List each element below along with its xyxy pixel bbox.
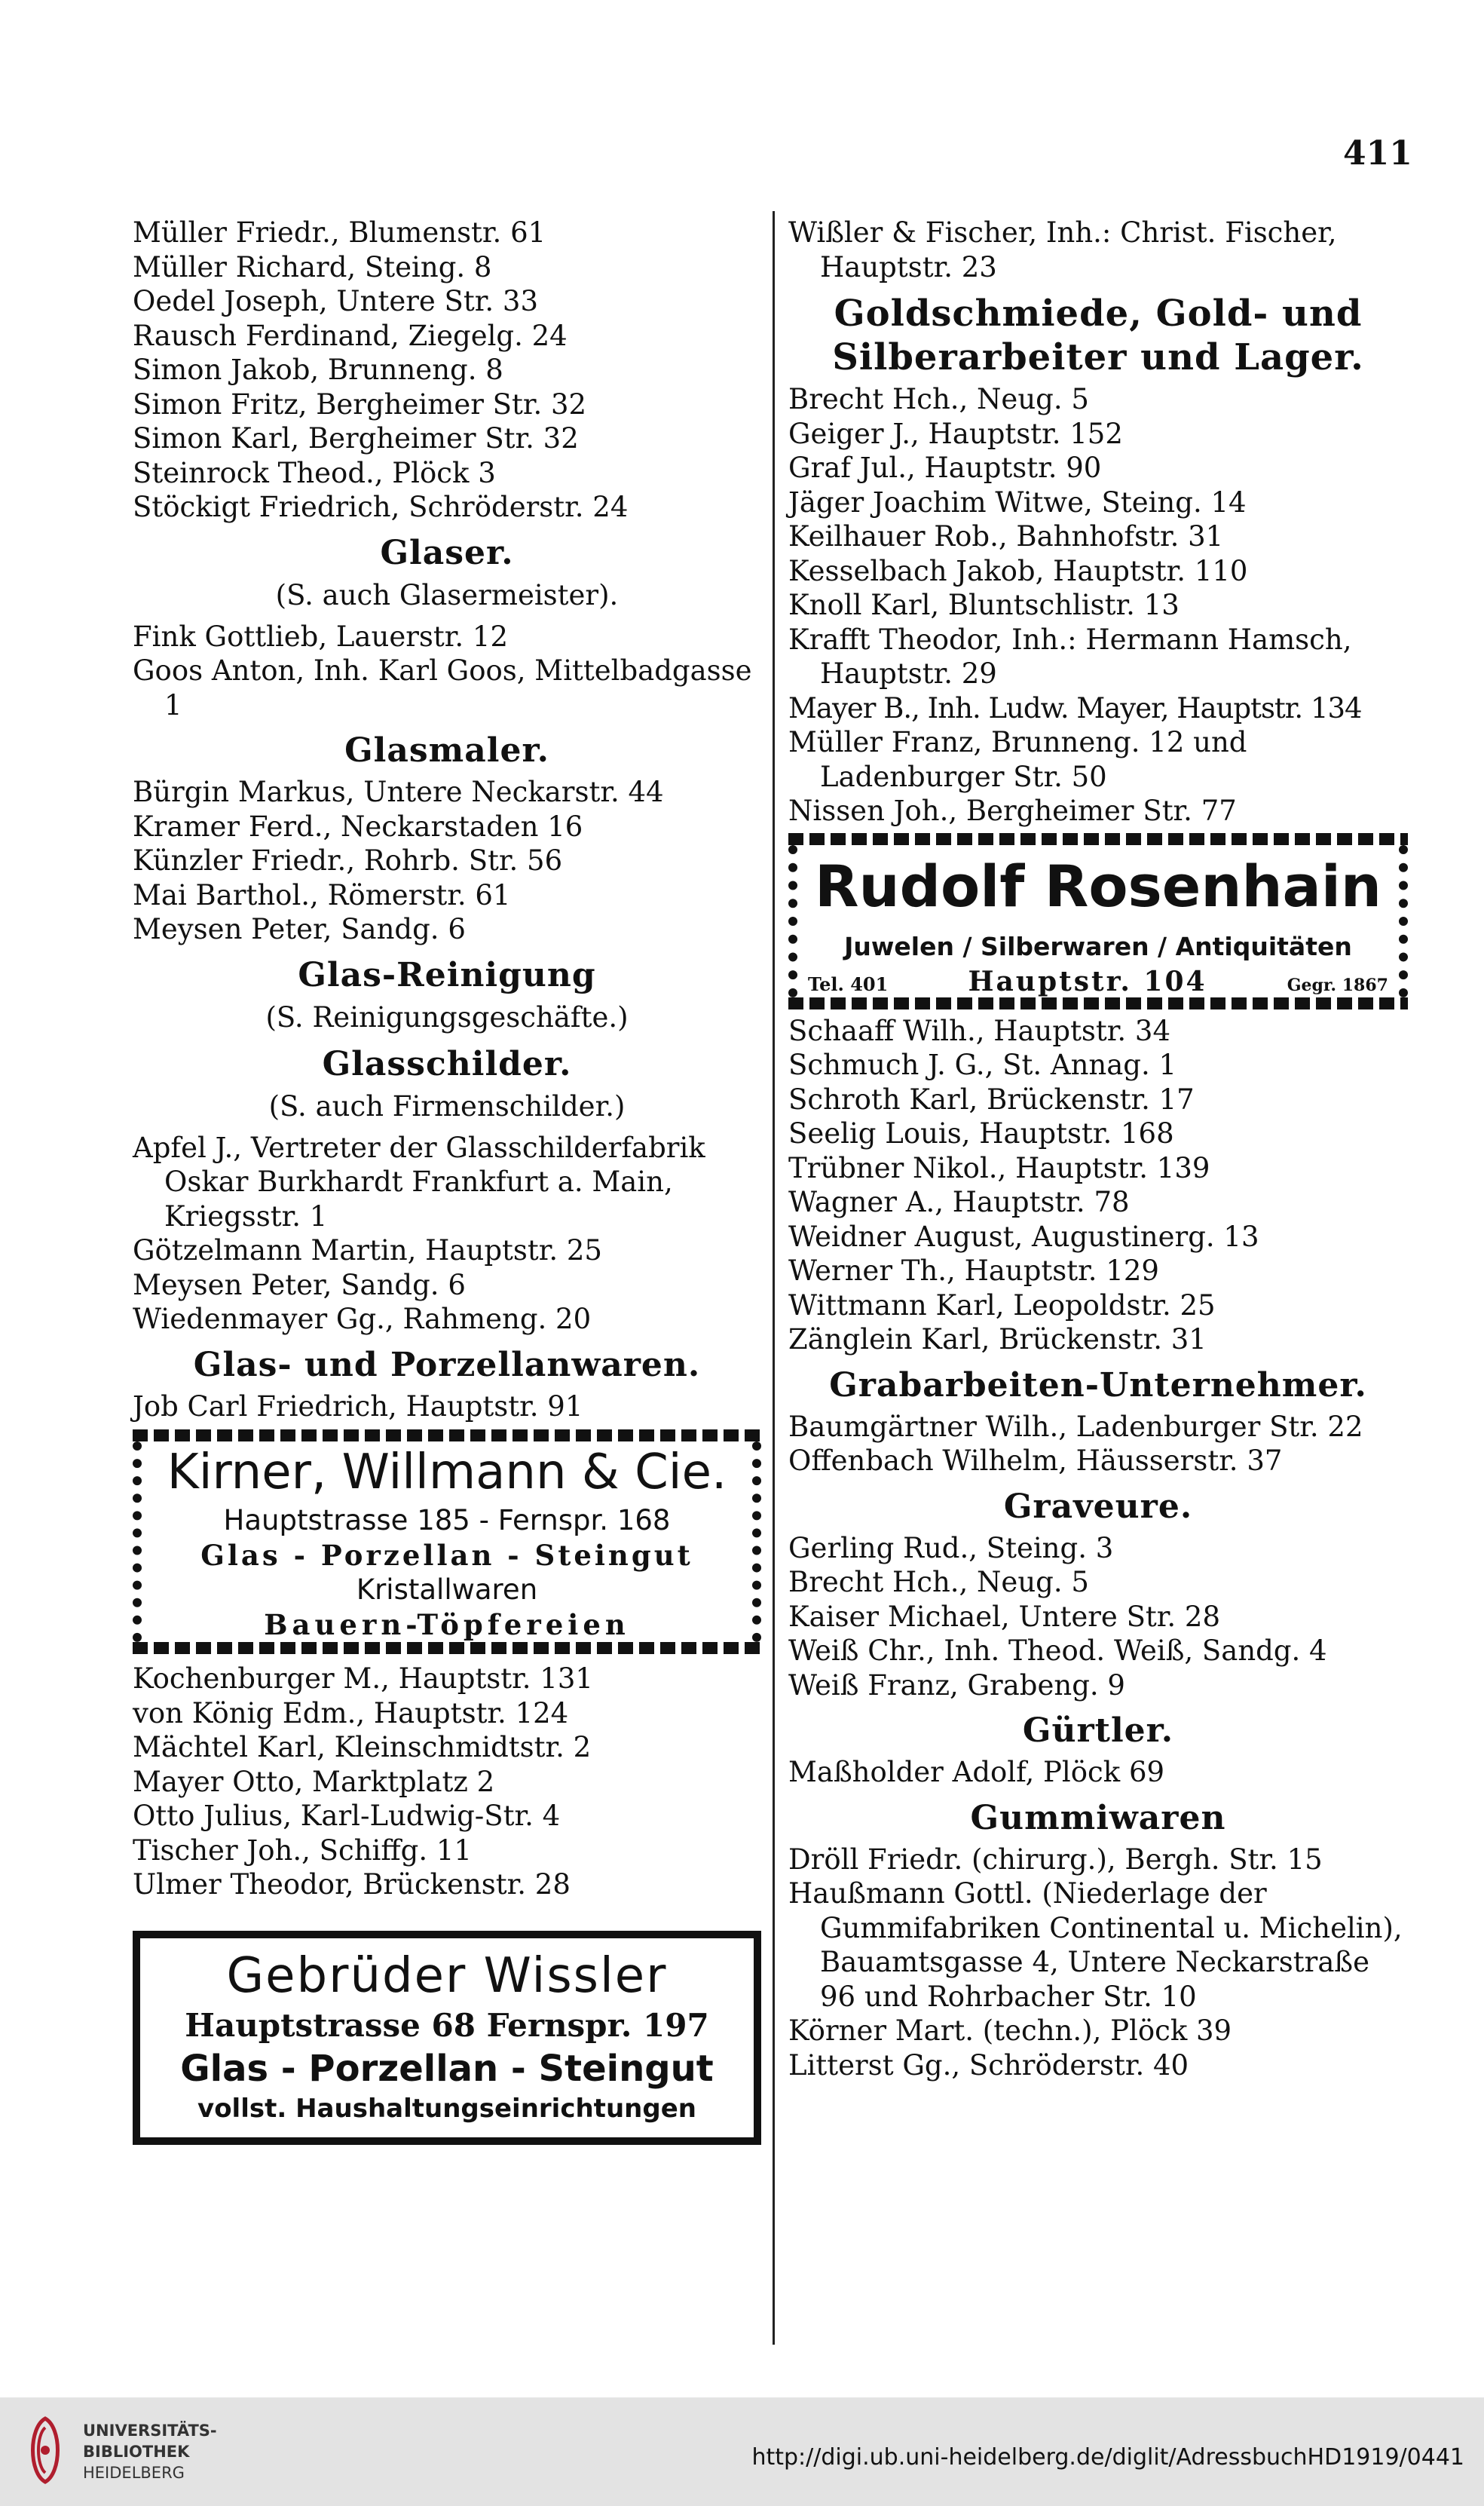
list-item: Kesselbach Jakob, Hauptstr. 110 [788, 554, 1248, 587]
list-item: Kochenburger M., Hauptstr. 131 [133, 1662, 593, 1695]
list-item: Mächtel Karl, Kleinschmidtstr. 2 [133, 1731, 592, 1763]
ad-address: Hauptstr. 104 [968, 965, 1207, 997]
section-note: (S. Reinigungsgeschäfte.) [265, 1000, 629, 1034]
section-heading-porzellanwaren: Glas- und Porzellanwaren. [193, 1345, 701, 1384]
list-item: Keilhauer Rob., Bahnhofstr. 31 [788, 520, 1224, 553]
list-item: Wiedenmayer Gg., Rahmeng. 20 [133, 1303, 592, 1335]
section-heading-goldschmiede: Goldschmiede, Gold- und Silberarbeiter und Lager. [832, 293, 1364, 378]
list-item: Schaaff Wilh., Hauptstr. 34 [788, 1014, 1171, 1047]
list-item: Otto Julius, Karl-Ludwig-Str. 4 [133, 1800, 561, 1832]
ad-border-bottom [788, 997, 1408, 1009]
ad-phone: Tel. 401 [808, 973, 889, 995]
ad-goods: Glas - Porzellan - Steingut [180, 2047, 714, 2090]
list-item: Weidner August, Augustinerg. 13 [788, 1220, 1259, 1253]
list-item: Tischer Joh., Schiffg. 11 [133, 1834, 472, 1867]
list-item: Rausch Ferdinand, Ziegelg. 24 [133, 319, 568, 352]
list-item: Mayer B., Inh. Ludw. Mayer, Hauptstr. 134 [788, 691, 1362, 725]
list-item: Dröll Friedr. (chirurg.), Bergh. Str. 15 [788, 1843, 1323, 1876]
list-item: Ulmer Theodor, Brückenstr. 28 [133, 1868, 571, 1901]
list-item: Litterst Gg., Schröderstr. 40 [788, 2048, 1189, 2082]
list-item: Wißler & Fischer, Inh.: Christ. Fischer, Hauptstr. 23 [788, 216, 1337, 283]
list-item: Simon Jakob, Brunneng. 8 [133, 354, 503, 386]
section-heading-grabarbeiten: Grabarbeiten-Unternehmer. [829, 1365, 1367, 1405]
right-column [788, 216, 1408, 2082]
page-number: 411 [1343, 134, 1412, 173]
list-item: Körner Mart. (techn.), Plöck 39 [788, 2014, 1232, 2047]
list-item: Weiß Chr., Inh. Theod. Weiß, Sandg. 4 [788, 1634, 1327, 1667]
list-item: Müller Richard, Steing. 8 [133, 250, 492, 283]
list-item: Mai Barthol., Römerstr. 61 [133, 878, 511, 911]
footer-banner [0, 2397, 1484, 2506]
library-logo-icon [15, 2413, 75, 2488]
ad-goods-tertiary: Bauern-Töpfereien [264, 1608, 630, 1641]
ad-firm-name: Rudolf Rosenhain [815, 852, 1381, 920]
advertisement-kirner [133, 1429, 761, 1654]
list-item: Graf Jul., Hauptstr. 90 [788, 452, 1102, 484]
list-item: Müller Franz, Brunneng. 12 und Ladenburger Str. 50 [788, 726, 1247, 793]
list-item: Schroth Karl, Brückenstr. 17 [788, 1083, 1195, 1116]
list-item: Jäger Joachim Witwe, Steing. 14 [788, 486, 1247, 519]
list-item: Werner Th., Hauptstr. 129 [788, 1255, 1159, 1287]
section-heading-gummiwaren: Gummiwaren [970, 1798, 1226, 1837]
list-item: Fink Gottlieb, Lauerstr. 12 [133, 620, 508, 653]
list-item: Schmuch J. G., St. Annag. 1 [788, 1049, 1177, 1081]
list-item: Oedel Joseph, Untere Str. 33 [133, 285, 538, 317]
advertisement-wissler [133, 1931, 761, 2145]
list-item: Brecht Hch., Neug. 5 [788, 383, 1089, 415]
entry-list-top [133, 216, 761, 525]
ad-goods: Juwelen / Silberwaren / Antiquitäten [844, 931, 1352, 961]
ad-border-top [133, 1429, 761, 1441]
list-item: Zänglein Karl, Brückenstr. 31 [788, 1323, 1207, 1356]
list-item: Meysen Peter, Sandg. 6 [133, 913, 466, 945]
ad-border-bottom [133, 1642, 761, 1654]
list-item: Knoll Karl, Bluntschlistr. 13 [788, 589, 1180, 621]
list-item: Stöckigt Friedrich, Schröderstr. 24 [133, 491, 629, 523]
source-url[interactable]: http://digi.ub.uni-heidelberg.de/diglit/AdressbuchHD1919/0441 [751, 2444, 1464, 2471]
section-heading-guertler: Gürtler. [1022, 1711, 1174, 1750]
library-logo-text: UNIVERSITÄTS- BIBLIOTHEK HEIDELBERG [83, 2422, 217, 2482]
ad-founded: Gegr. 1867 [1287, 975, 1388, 995]
list-item: von König Edm., Hauptstr. 124 [133, 1696, 569, 1729]
list-item: Goos Anton, Inh. Karl Goos, Mittelbadgasse 1 [133, 654, 752, 721]
list-item: Wittmann Karl, Leopoldstr. 25 [788, 1288, 1216, 1322]
list-item: Seelig Louis, Hauptstr. 168 [788, 1117, 1174, 1150]
list-item: Apfel J., Vertreter der Glasschilderfabrik Oskar Burkhardt Frankfurt a. Main, Kriegsstr. 1 [133, 1131, 705, 1233]
list-item: Offenbach Wilhelm, Häusserstr. 37 [788, 1444, 1283, 1477]
list-item: Götzelmann Martin, Hauptstr. 25 [133, 1234, 602, 1267]
list-item: Kramer Ferd., Neckarstaden 16 [133, 810, 583, 843]
list-item: Kaiser Michael, Untere Str. 28 [788, 1600, 1221, 1633]
section-heading-glaser: Glaser. [380, 533, 514, 572]
section-heading-graveure: Graveure. [1003, 1487, 1193, 1526]
list-item: Simon Fritz, Bergheimer Str. 32 [133, 388, 587, 421]
ad-goods: Glas - Porzellan - Steingut [200, 1539, 693, 1572]
list-item: Maßholder Adolf, Plöck 69 [788, 1756, 1165, 1788]
list-item: Nissen Joh., Bergheimer Str. 77 [788, 795, 1237, 827]
list-item: Haußmann Gottl. (Niederlage der Gummifabriken Continental u. Michelin), Bauamtsgasse 4, Untere Neckarstraße 96 und Rohrbacher Str. 10 [788, 1877, 1403, 2013]
column-divider [773, 211, 775, 2345]
ad-border-top [788, 833, 1408, 845]
list-item: Geiger J., Hauptstr. 152 [788, 417, 1123, 450]
list-item: Mayer Otto, Marktplatz 2 [133, 1765, 495, 1798]
list-item: Job Carl Friedrich, Hauptstr. 91 [133, 1389, 583, 1423]
list-item: Müller Friedr., Blumenstr. 61 [133, 216, 546, 249]
advertisement-rosenhain [788, 833, 1408, 1009]
list-item: Baumgärtner Wilh., Ladenburger Str. 22 [788, 1410, 1363, 1443]
list-item: Trübner Nikol., Hauptstr. 139 [788, 1151, 1210, 1184]
list-item: Meysen Peter, Sandg. 6 [133, 1268, 466, 1301]
list-item: Weiß Franz, Grabeng. 9 [788, 1668, 1125, 1702]
list-item: Künzler Friedr., Rohrb. Str. 56 [133, 844, 563, 877]
section-note: (S. auch Firmenschilder.) [268, 1089, 626, 1123]
ad-tagline: vollst. Haushaltungseinrichtungen [197, 2093, 696, 2124]
list-item: Brecht Hch., Neug. 5 [788, 1566, 1089, 1598]
ad-firm-name: Gebrüder Wissler [226, 1947, 668, 2004]
ad-goods-secondary: Kristallwaren [356, 1573, 538, 1606]
section-note: (S. auch Glasermeister). [275, 578, 619, 611]
ad-address: Hauptstrasse 68 Fernspr. 197 [185, 2006, 709, 2044]
left-column [133, 216, 761, 2145]
ad-firm-name: Kirner, Willmann & Cie. [167, 1444, 727, 1500]
section-heading-glasschilder: Glasschilder. [322, 1044, 572, 1083]
list-item: Steinrock Theod., Plöck 3 [133, 456, 496, 489]
list-item: Bürgin Markus, Untere Neckarstr. 44 [133, 776, 664, 808]
section-heading-glas-reinigung: Glas-Reinigung [298, 955, 596, 994]
ad-address: Hauptstrasse 185 - Fernspr. 168 [223, 1504, 671, 1536]
list-item: Wagner A., Hauptstr. 78 [788, 1186, 1130, 1218]
list-item: Krafft Theodor, Inh.: Hermann Hamsch, Hauptstr. 29 [788, 623, 1352, 690]
list-item: Gerling Rud., Steing. 3 [788, 1531, 1114, 1564]
list-item: Simon Karl, Bergheimer Str. 32 [133, 422, 579, 455]
section-heading-glasmaler: Glasmaler. [344, 731, 549, 770]
